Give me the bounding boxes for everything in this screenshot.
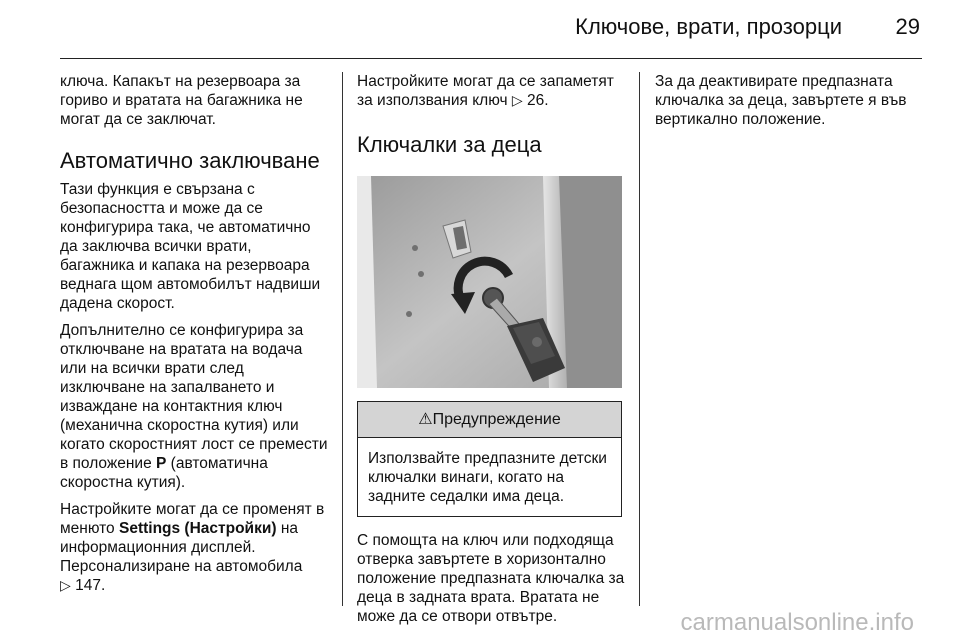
gear-position-p: P: [156, 455, 167, 472]
section-heading-child-locks: Ключалки за деца: [357, 132, 542, 157]
paragraph: С помощта на ключ или подходяща отверка завъртете в хоризонтално положение предпазната ключалка за деца в задната врата. Вратата не може да се отвори отвътре.: [357, 532, 625, 625]
warning-title: Предупреждение: [432, 411, 561, 428]
column-2: [357, 72, 625, 634]
settings-menu-name: Settings (Настройки): [118, 520, 277, 537]
reference-arrow-icon: ▷: [60, 577, 71, 593]
warning-box: [357, 401, 622, 517]
paragraph: Настройките могат да се запаметят за използвания ключ ▷ 26.: [357, 73, 614, 109]
warning-header: [358, 402, 621, 438]
warning-text: Използвайте предпазните детски ключалки винаги, когато на задните седалки има деца.: [368, 450, 607, 505]
section-heading-auto-lock: Автоматично заключване: [60, 148, 320, 173]
page-number: 29: [895, 14, 920, 39]
watermark: carmanualsonline.info: [680, 609, 914, 636]
reference-arrow-icon: ▷: [511, 92, 523, 108]
column-divider: [639, 72, 640, 606]
page-reference: 147.: [75, 577, 106, 594]
paragraph: Допълнително се конфигурира за отключване на вратата на водача или на всички врати след изключване на запалването и изваждане на контактния ключ (механична скоростна кутия) или когато скоростният лост се премести в положение P (автоматична скоростна кутия).: [60, 322, 328, 491]
paragraph: Тази функция е свързана с безопасността и може да се конфигурира така, че автоматично да заключва всички врати, багажника и капака на резервоара веднага щом автомобилът надвиши дадена скорост.: [60, 181, 321, 312]
warning-triangle-icon: ⚠: [418, 411, 433, 428]
header-rule: [60, 58, 922, 59]
paragraph: За да деактивирате предпазната ключалка за деца, завъртете я във вертикално положение.: [655, 73, 907, 128]
paragraph: Настройките могат да се променят в менюто Settings (Настройки) на информационния дисплей. Персонализиране на автомобила ▷ 147.: [60, 501, 325, 594]
page-reference: 26.: [526, 92, 549, 109]
column-divider: [342, 72, 343, 606]
child-lock-illustration: [357, 176, 622, 388]
column-1: [60, 72, 328, 603]
chapter-title: Ключове, врати, прозорци: [575, 14, 842, 39]
column-3: [655, 72, 925, 137]
continued-text: ключа. Капакът на резервоара за гориво и вратата на багажника не могат да се заключат.: [60, 73, 303, 128]
